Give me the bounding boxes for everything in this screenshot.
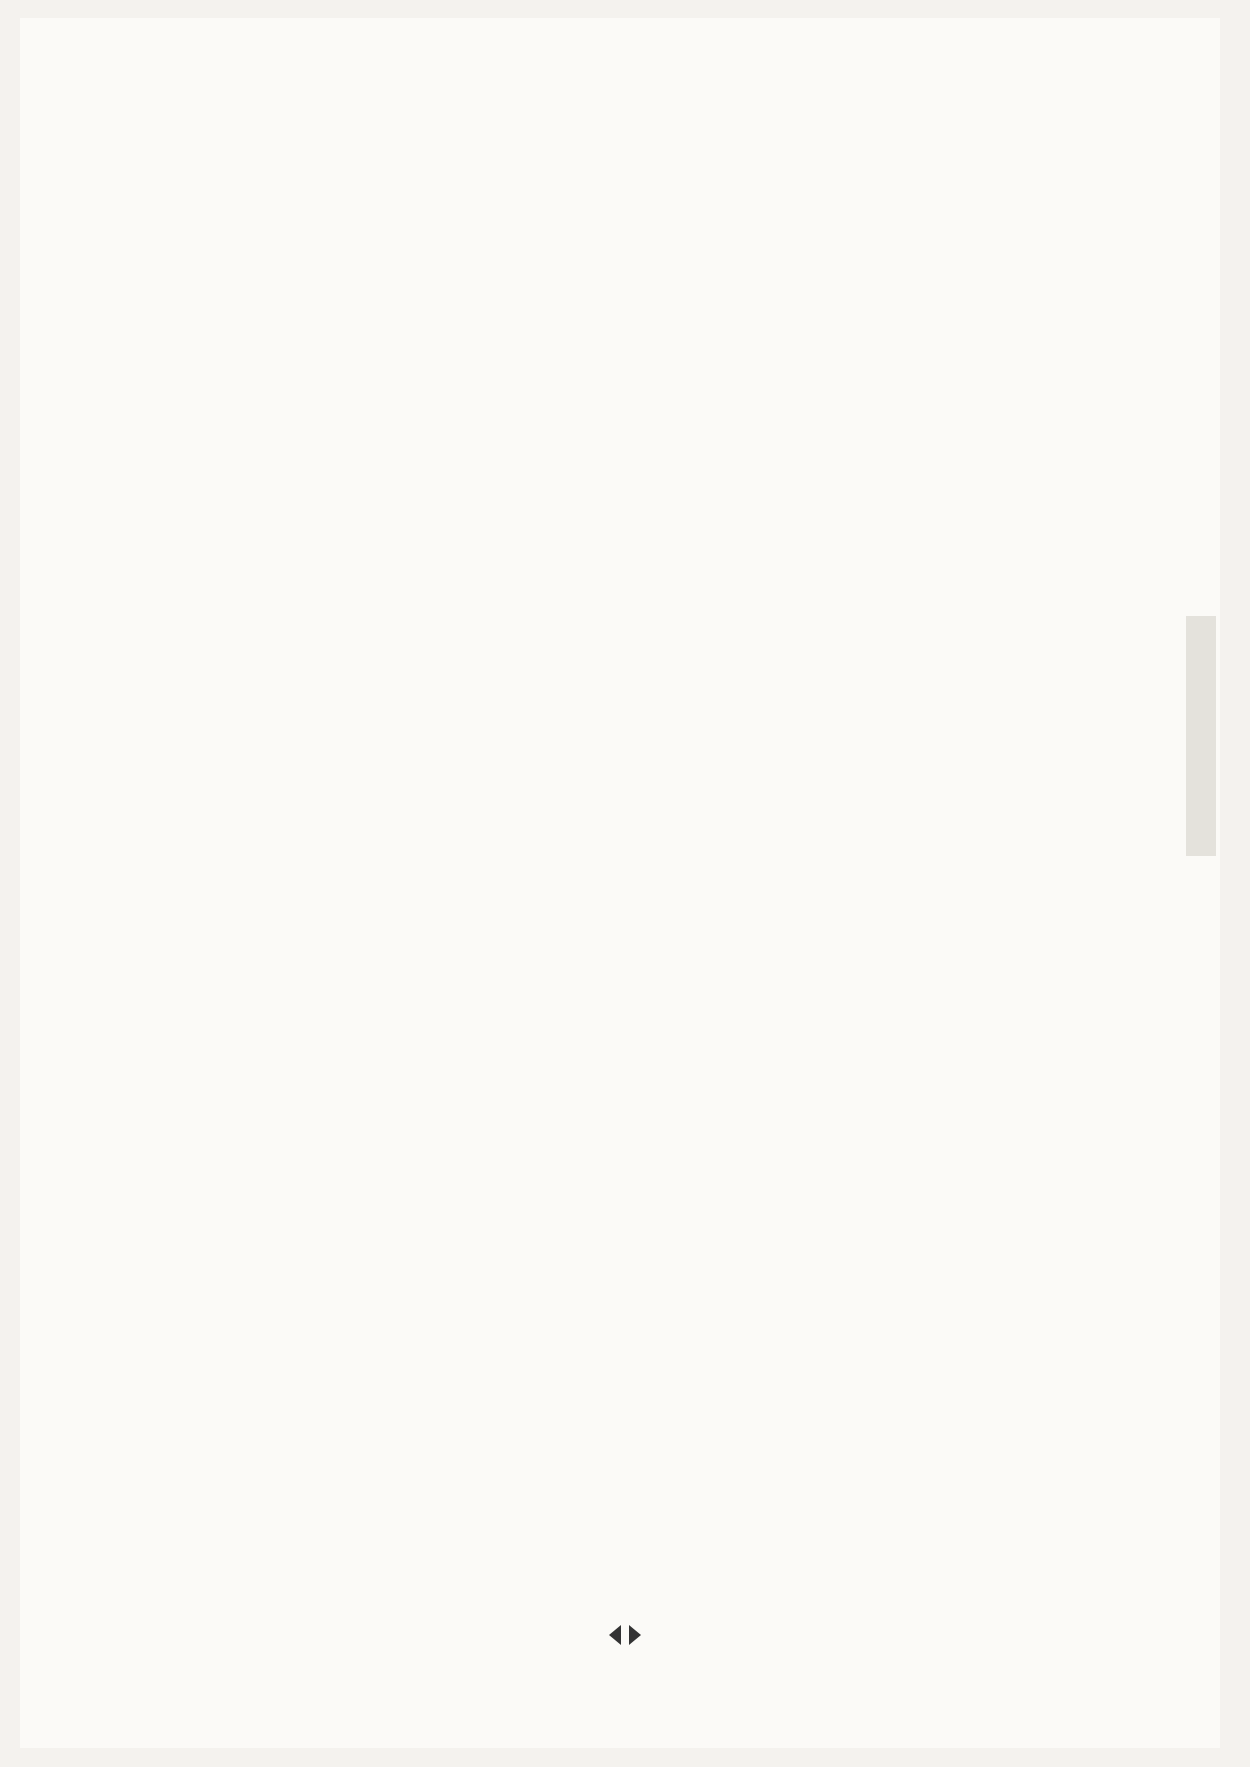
page-number [0, 1619, 1250, 1648]
page-sheet [20, 18, 1220, 1748]
next-arrow-icon [629, 1625, 641, 1645]
prev-arrow-icon [609, 1625, 621, 1645]
side-tab [1186, 616, 1216, 856]
